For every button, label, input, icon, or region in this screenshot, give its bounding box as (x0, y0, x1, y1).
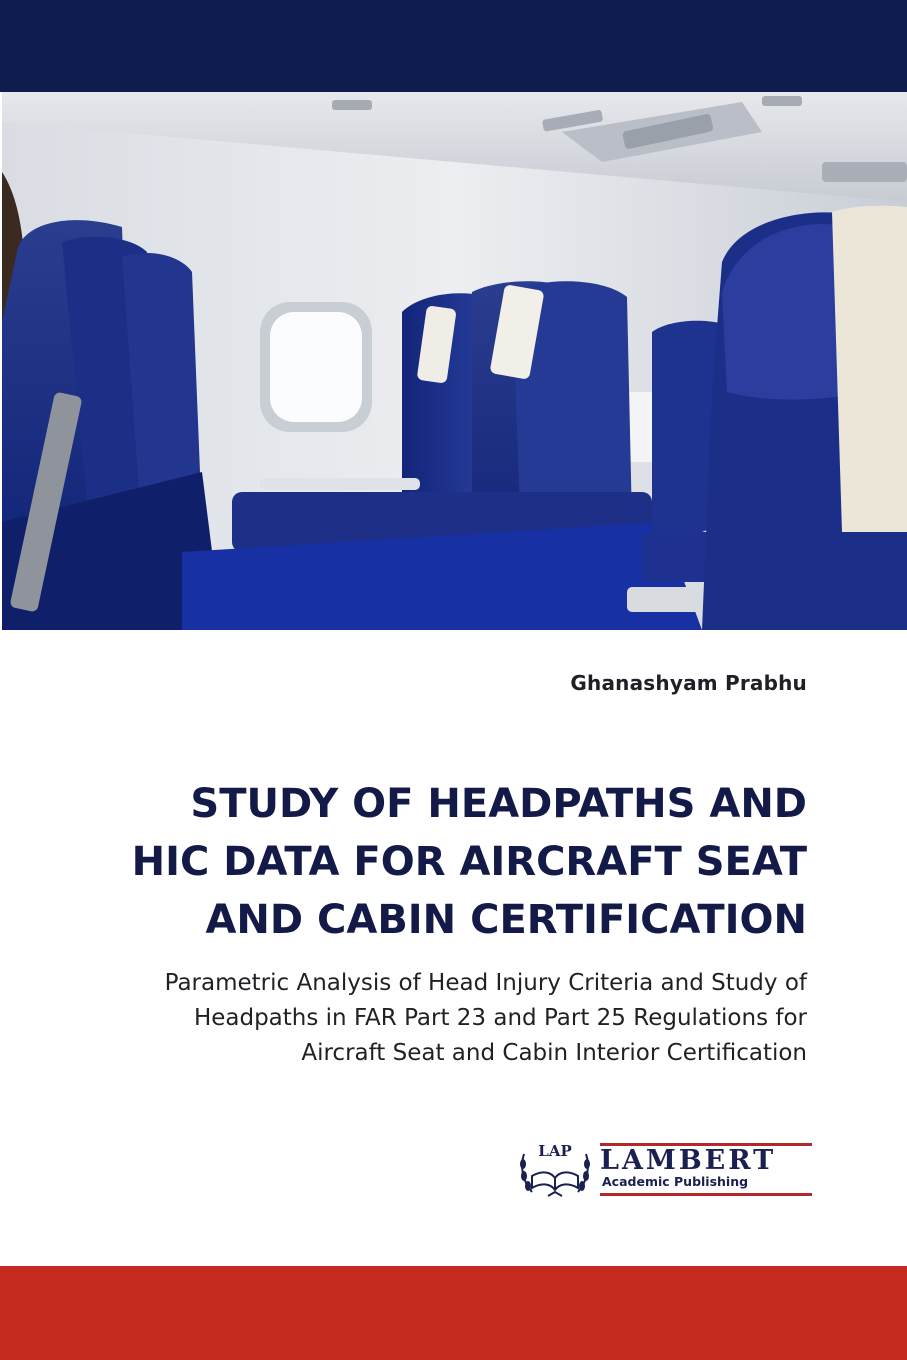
title-line-1: STUDY OF HEADPATHS AND (190, 781, 807, 827)
publisher-name: LAMBERT (600, 1145, 777, 1176)
title-line-2: HIC DATA FOR AIRCRAFT SEAT (131, 839, 807, 885)
book-subtitle (7, 966, 807, 1071)
open-book-laurel-icon (518, 1136, 592, 1202)
subtitle-line-3: Aircraft Seat and Cabin Interior Certification (301, 1040, 807, 1066)
bottom-color-band (0, 1266, 907, 1360)
subtitle-line-1: Parametric Analysis of Head Injury Criteria and Study of (164, 970, 807, 996)
publisher-emblem-text: LAP (538, 1142, 572, 1160)
cover-photo-aircraft-cabin (2, 92, 907, 630)
subtitle-line-2: Headpaths in FAR Part 23 and Part 25 Regulations for (193, 1005, 807, 1031)
top-color-band (0, 0, 907, 92)
publisher-rule-bottom (600, 1193, 812, 1196)
book-title (17, 775, 807, 949)
publisher-logo (518, 1136, 818, 1202)
publisher-subname: Academic Publishing (602, 1174, 749, 1189)
title-line-3: AND CABIN CERTIFICATION (205, 897, 807, 943)
author-name: Ghanashyam Prabhu (570, 671, 807, 695)
